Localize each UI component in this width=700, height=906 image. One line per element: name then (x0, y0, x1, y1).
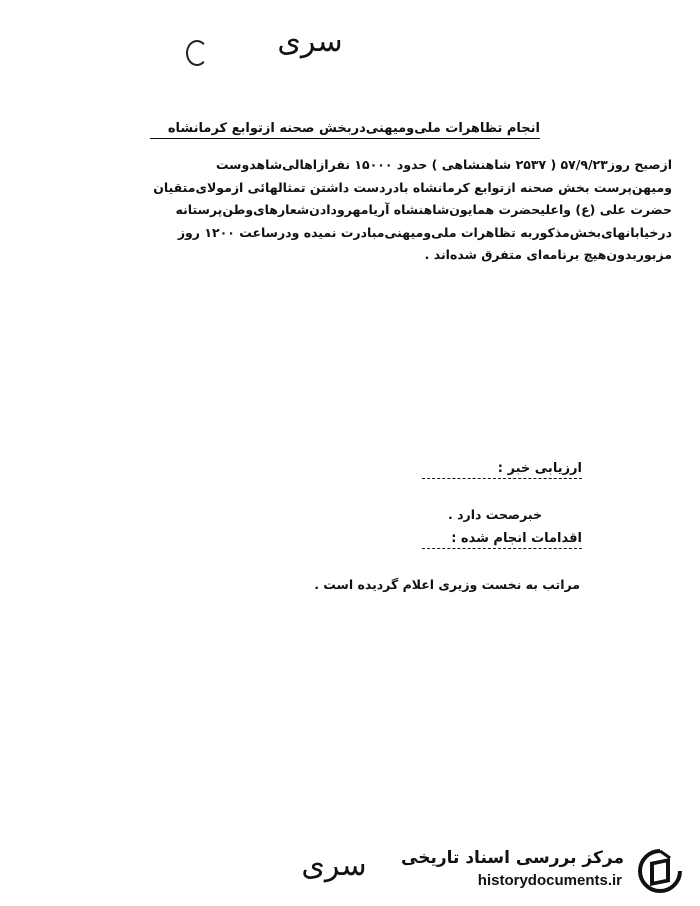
document-body (32, 154, 672, 267)
logo-url: historydocuments.ir (477, 872, 622, 889)
assessment-heading: ارزیابی خبر : (422, 460, 582, 479)
body-line: ازصبح روز۵۷/۹/۲۳ ( ۲۵۳۷ شاهنشاهی ) حدود ۱۵۰۰۰ نفرازاهالی‌شاهدوست (215, 157, 672, 172)
body-line: ومیهن‌پرست بخش صحنه ازتوابع کرمانشاه بادردست داشتن تمثالهائی ازمولای‌متقیان (153, 179, 672, 195)
actions-heading: اقدامات انجام شده : (422, 530, 582, 549)
logo-title: مرکز بررسی اسناد تاریخی (401, 848, 624, 868)
actions-text: مراتب به نخست وزیری اعلام گردیده است . (314, 577, 580, 592)
body-line: درخیابانهای‌بخش‌مذکوربه تظاهرات ملی‌ومیهنی‌مبادرت نمیده ودرساعت ۱۲۰۰ روز (177, 224, 672, 240)
body-line: مزبوربدون‌هیچ‌ برنامه‌ای متفرق شده‌اند . (424, 247, 672, 262)
assessment-text: خبرصحت دارد . (448, 507, 542, 522)
classification-bottom: سری (301, 848, 367, 883)
archive-emblem-icon (636, 848, 684, 894)
stray-mark (186, 40, 208, 66)
document-subject: انجام تظاهرات ملی‌ومیهنی‌دربخش صحنه ازتوابع کرمانشاه (150, 120, 540, 139)
classification-top: سری (277, 24, 343, 59)
archive-logo (401, 846, 690, 896)
body-line: حضرت علی (ع) واعلیحضرت همایون‌شاهنشاه آریامهرودادن‌شعارهای‌وطن‌پرستانه (175, 202, 672, 217)
